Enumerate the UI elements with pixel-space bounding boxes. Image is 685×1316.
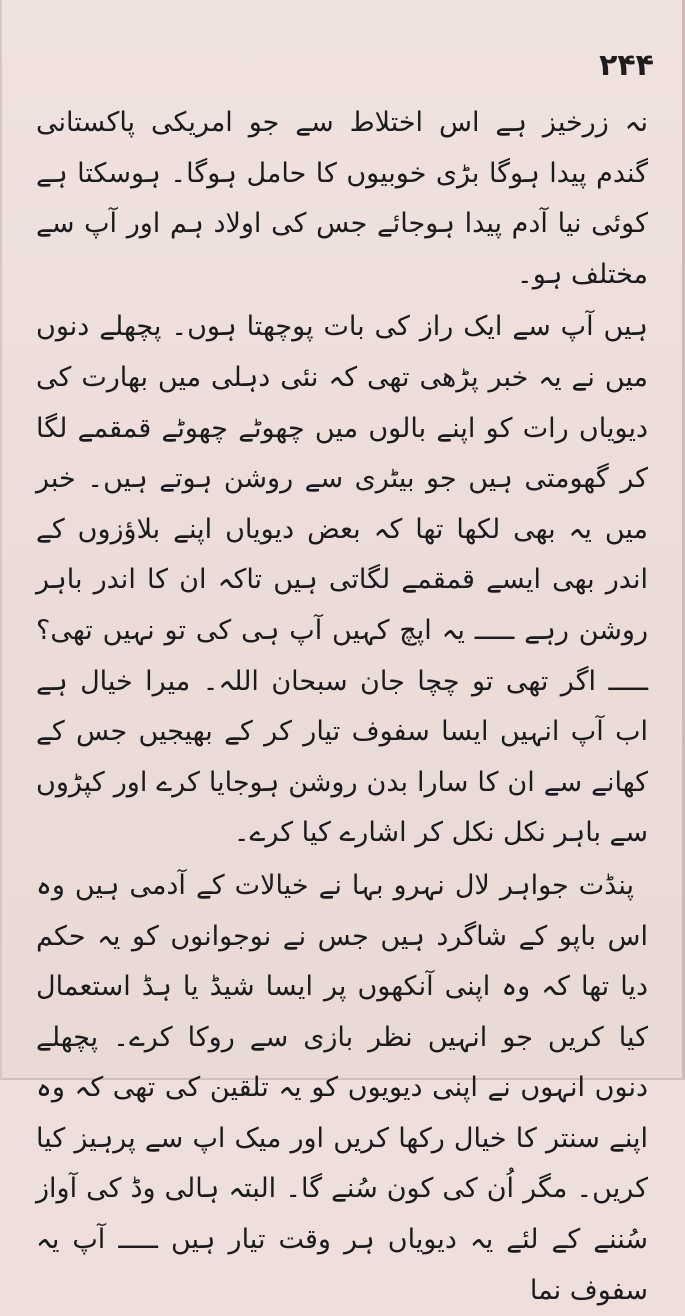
paragraph: نہ زرخیز ہے اس اختلاط سے جو امریکی پاکستانی گندم پیدا ہوگا بڑی خوبیوں کا حامل ہوگا۔ ہوسکتا ہے کوئی نیا آدم پیدا ہوجائے جس کی اولاد ہم اور آپ سے مختلف ہو۔	[36, 107, 648, 290]
body-text	[36, 98, 648, 1316]
paragraph: ہیں آپ سے ایک راز کی بات پوچھتا ہوں۔ پچھلے دنوں میں نے یہ خبر پڑھی تھی کہ نئی دہلی میں بھارت کی دیویاں رات کو اپنے بالوں میں چھوٹے چھوٹے قمقمے لگا کر گھومتی ہیں جو بیٹری سے روشن ہوتے ہیں۔ خبر میں یہ بھی لکھا تھا کہ بعض دیویاں اپنے بلاؤزوں کے اندر بھی ایسے قمقمے لگاتی ہیں تاکہ ان کا اندر باہر روشن رہے ـــــ یہ اپچ کہیں آپ ہی کی تو نہیں تھی؟ ـــــ اگر تھی تو چچا جان سبحان اللہ۔ میرا خیال ہے اب آپ انہیں ایسا سفوف تیار کر کے بھیجیں جس کے کھانے سے ان کا سارا بدن روشن ہوجایا کرے اور کپڑوں سے باہر نکل نکل کر اشارے کیا کرے۔	[36, 311, 648, 849]
page-number: ۲۴۴	[599, 48, 654, 83]
paragraph: پنڈت جواہر لال نہرو بہا نے خیالات کے آدمی ہیں وہ اس باپو کے شاگرد ہیں جس نے نوجوانوں کو یہ حکم دیا تھا کہ وہ اپنی آنکھوں پر ایسا شیڈ یا ہڈ استعمال کیا کریں جو انہیں نظر بازی سے روکا کرے۔ پچھلے دنوں انہوں نے اپنی دیویوں کو یہ تلقین کی تھی کہ وہ اپنے سنتر کا خیال رکھا کریں اور میک اپ سے پرہیز کیا کریں۔ مگر اُن کی کون سُنے گا۔ البتہ ہالی وڈ کی آواز سُننے کے لئے یہ دیویاں ہر وقت تیار ہیں ـــــ آپ یہ سفوف نما	[36, 869, 648, 1306]
